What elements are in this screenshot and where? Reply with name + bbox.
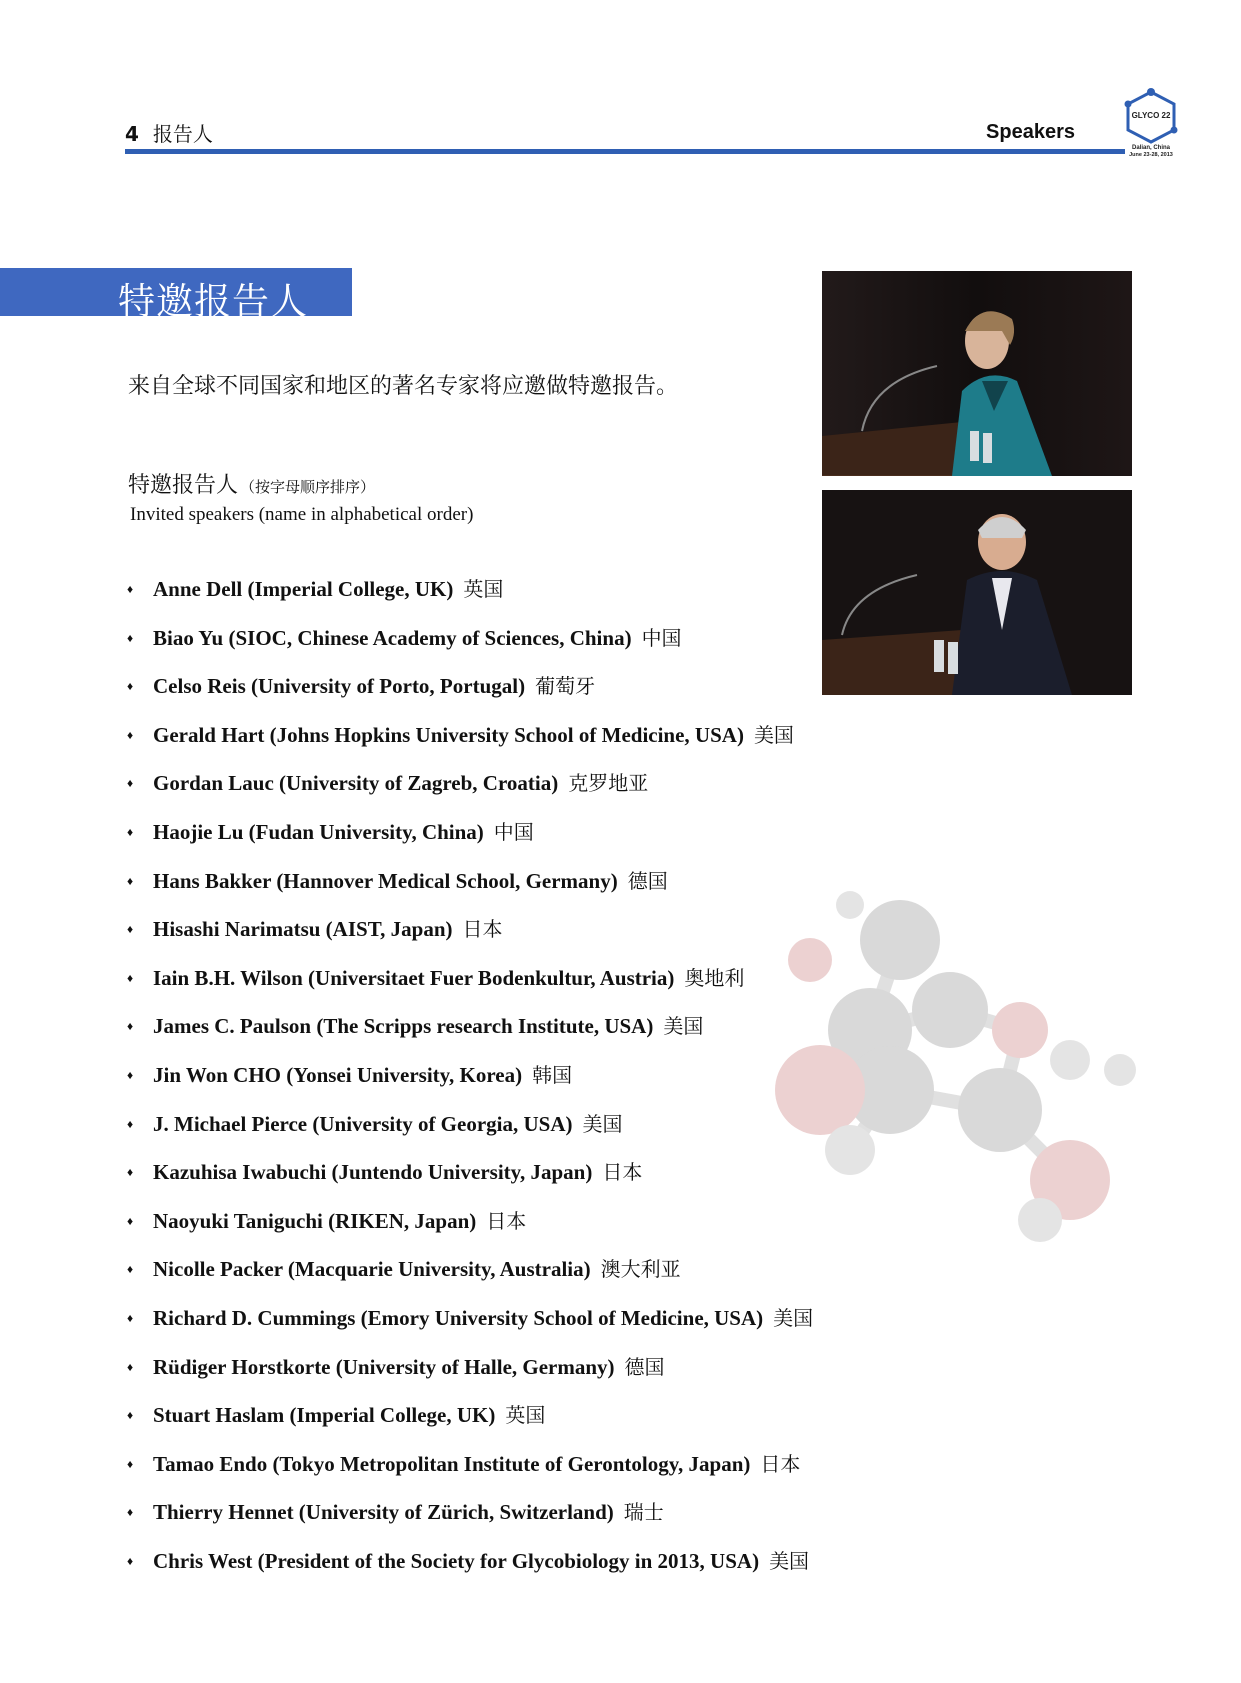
speaker-country: 葡萄牙 (535, 674, 596, 699)
speaker-country: 德国 (624, 1354, 665, 1379)
speaker-country: 瑞士 (623, 1500, 664, 1525)
speaker-item (127, 1253, 813, 1302)
speaker-country: 美国 (663, 1014, 704, 1039)
speaker-name: Tamao Endo (Tokyo Metropolitan Institute of Gerontology, Japan) (153, 1451, 751, 1476)
speaker-country: 韩国 (532, 1062, 573, 1087)
bullet-icon: ♦ (127, 1408, 134, 1423)
speaker-name: Hans Bakker (Hannover Medical School, Germany) (153, 868, 618, 893)
bullet-icon: ♦ (127, 1359, 134, 1374)
speaker-name: Anne Dell (Imperial College, UK) (153, 577, 454, 601)
bullet-icon: ♦ (127, 1165, 134, 1180)
bullet-icon: ♦ (127, 1116, 134, 1131)
bullet-icon: ♦ (127, 679, 134, 694)
speaker-name: Thierry Hennet (University of Zürich, Switzerland) (153, 1500, 614, 1525)
speaker-name: Chris West (President of the Society for Glycobiology in 2013, USA) (153, 1548, 760, 1573)
page-header-left (125, 118, 213, 147)
speaker-name: Iain B.H. Wilson (Universitaet Fuer Bodenkultur, Austria) (153, 965, 675, 990)
speaker-item (127, 1205, 813, 1254)
list-heading-en: Invited speakers (name in alphabetical order) (130, 504, 474, 525)
header-rule (125, 149, 1125, 154)
molecule-decoration (770, 820, 1170, 1260)
bullet-icon: ♦ (127, 1262, 134, 1277)
speaker-name: Stuart Haslam (Imperial College, UK) (153, 1403, 496, 1428)
speaker-name: Hisashi Narimatsu (AIST, Japan) (153, 917, 453, 942)
speaker-item (127, 816, 813, 865)
speaker-item (127, 913, 813, 962)
header-section-en: Speakers (986, 121, 1075, 143)
bullet-icon: ♦ (127, 922, 134, 937)
speaker-item (127, 1496, 813, 1545)
glyco-logo (1118, 86, 1184, 160)
speaker-name: Biao Yu (SIOC, Chinese Academy of Sciences, China) (153, 625, 632, 650)
speaker-name: Richard D. Cummings (Emory University School of Medicine, USA) (153, 1305, 764, 1330)
speaker-item (127, 1108, 813, 1157)
logo-location: Dalian, China (1131, 145, 1171, 151)
speaker-country: 日本 (486, 1208, 527, 1233)
speaker-country: 英国 (463, 577, 504, 601)
speaker-country: 美国 (582, 1111, 623, 1136)
bullet-icon: ♦ (127, 970, 134, 985)
speaker-country: 英国 (505, 1403, 546, 1428)
logo-dates: June 23-28, 2013 (1129, 152, 1173, 158)
speaker-item (127, 622, 813, 671)
bullet-icon: ♦ (127, 1213, 134, 1228)
list-heading-cn (128, 468, 375, 499)
speaker-country: 奥地利 (684, 965, 745, 990)
speaker-country: 克罗地亚 (568, 771, 649, 796)
speaker-country: 德国 (627, 868, 668, 893)
bullet-icon: ♦ (127, 727, 134, 742)
speaker-item (127, 1545, 813, 1594)
section-title: 特邀报告人 (118, 280, 308, 323)
bullet-icon: ♦ (127, 1019, 134, 1034)
speaker-item (127, 1156, 813, 1205)
speaker-country: 日本 (602, 1160, 643, 1185)
speaker-item (127, 1351, 813, 1400)
speaker-item (127, 767, 813, 816)
speaker-item (127, 670, 813, 719)
speaker-item (127, 1010, 813, 1059)
speaker-name: Haojie Lu (Fudan University, China) (153, 819, 484, 844)
speaker-name: James C. Paulson (The Scripps research Institute, USA) (153, 1014, 654, 1039)
bullet-icon: ♦ (127, 1067, 134, 1082)
logo-name: GLYCO 22 (1131, 111, 1171, 120)
bullet-icon: ♦ (127, 582, 134, 596)
bullet-icon: ♦ (127, 1310, 134, 1325)
speaker-item (127, 865, 813, 914)
speaker-country: 日本 (760, 1451, 801, 1476)
bullet-icon: ♦ (127, 1505, 134, 1520)
list-heading-cn-note: （按字母顺序排序） (240, 478, 376, 496)
intro-text: 来自全球不同国家和地区的著名专家将应邀做特邀报告。 (128, 374, 679, 399)
speaker-item (127, 1448, 813, 1497)
bullet-icon: ♦ (127, 776, 134, 791)
speaker-name: Nicolle Packer (Macquarie University, Australia) (153, 1257, 591, 1282)
speaker-name: Gordan Lauc (University of Zagreb, Croatia) (153, 771, 559, 796)
speaker-name: Kazuhisa Iwabuchi (Juntendo University, Japan) (153, 1160, 593, 1185)
speaker-name: Gerald Hart (Johns Hopkins University School of Medicine, USA) (153, 722, 744, 747)
speaker-name: Rüdiger Horstkorte (University of Halle, Germany) (153, 1354, 615, 1379)
speaker-name: Naoyuki Taniguchi (RIKEN, Japan) (153, 1208, 477, 1233)
speaker-photo-woman (822, 271, 1132, 476)
speaker-item (127, 962, 813, 1011)
speaker-country: 美国 (769, 1548, 810, 1573)
speaker-item (127, 719, 813, 768)
list-heading-cn-title: 特邀报告人 (128, 473, 239, 498)
speaker-country: 中国 (493, 819, 534, 844)
speaker-country: 澳大利亚 (600, 1257, 681, 1282)
speaker-country: 中国 (641, 625, 682, 650)
speaker-country: 美国 (753, 722, 794, 747)
bullet-icon: ♦ (127, 630, 134, 645)
page-number: 4 (125, 122, 139, 146)
speaker-item (127, 1399, 813, 1448)
bullet-icon: ♦ (127, 873, 134, 888)
header-section-cn: 报告人 (152, 122, 213, 146)
speaker-list (127, 573, 813, 1593)
speaker-item (127, 1302, 813, 1351)
bullet-icon: ♦ (127, 1456, 134, 1471)
bullet-icon: ♦ (127, 824, 134, 839)
speaker-name: Jin Won CHO (Yonsei University, Korea) (153, 1062, 523, 1087)
speaker-item (127, 573, 813, 622)
speaker-name: J. Michael Pierce (University of Georgia, USA) (153, 1111, 573, 1136)
speaker-photo-man (822, 490, 1132, 695)
speaker-country: 美国 (773, 1305, 814, 1330)
bullet-icon: ♦ (127, 1553, 134, 1568)
speaker-name: Celso Reis (University of Porto, Portugal) (153, 674, 526, 699)
speaker-item (127, 1059, 813, 1108)
speaker-country: 日本 (462, 917, 503, 942)
